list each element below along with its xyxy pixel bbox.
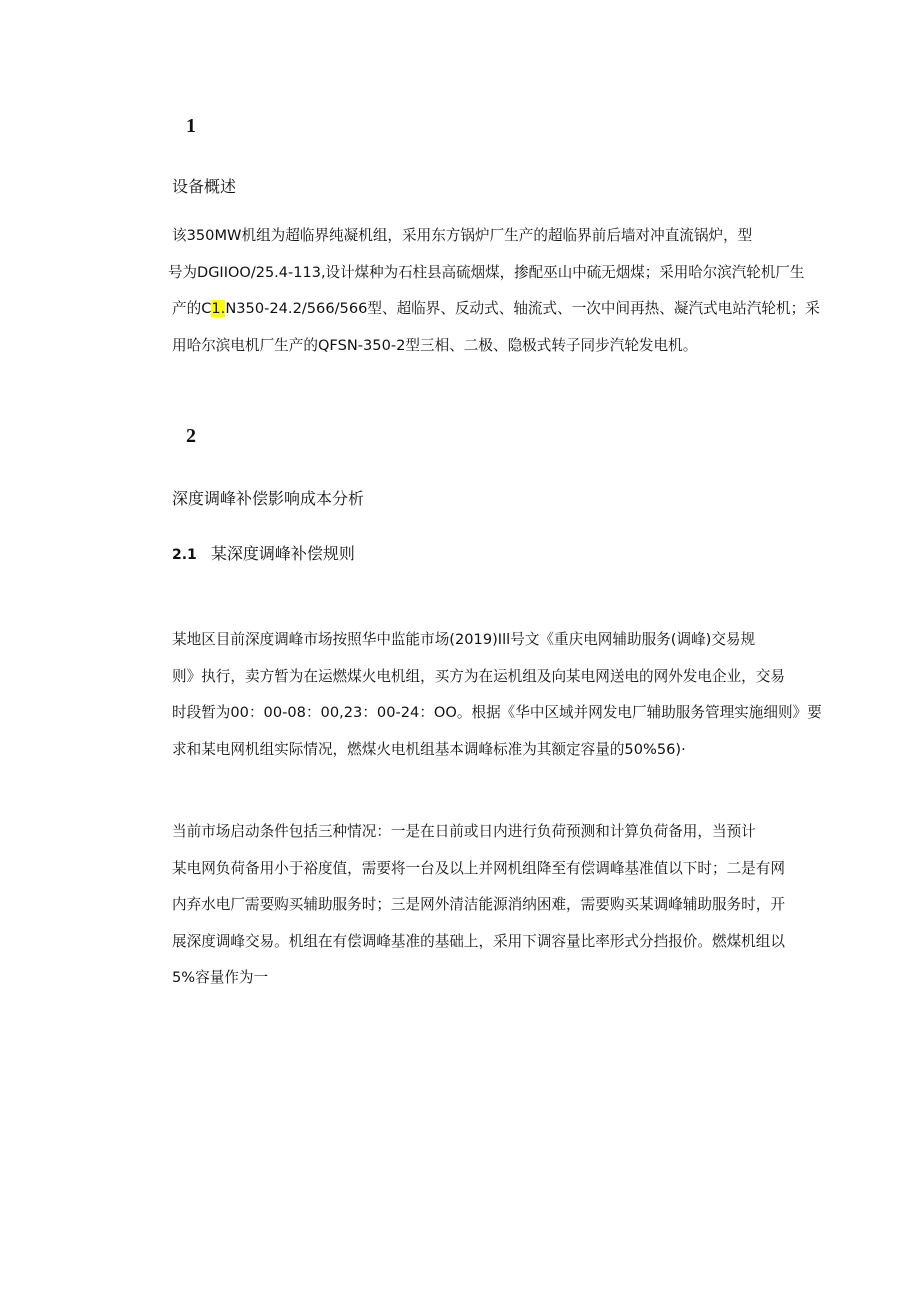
section-number: 1 (186, 115, 196, 137)
section-title: 设备概述 (172, 177, 237, 196)
paragraph-line: 展深度调峰交易。机组在有偿调峰基准的基础上，采用下调容量比率形式分挡报价。燃煤机组以 (172, 932, 785, 950)
section-number: 2 (186, 425, 196, 447)
paragraph-market-rules (172, 622, 852, 768)
highlighted-text: 1. (211, 300, 226, 317)
text-run: 产的C (172, 300, 212, 317)
paragraph-line: 内弃水电厂需要购买辅助服务时；三是网外清洁能源消纳困难，需要购买某调峰辅助服务时，开 (172, 896, 785, 913)
paragraph-line: 则》执行，卖方暂为在运燃煤火电机组，买方为在运机组及向某电网送电的网外发电企业，交易 (172, 667, 785, 685)
paragraph-line: 时段暂为00：00-08：00,23：00-24：OO。根据《华中区域并网发电厂辅助服务管理实施细则》要 (172, 704, 822, 721)
paragraph-line: 某地区目前深度调峰市场按照华中监能市场(2019)Ill号文《重庆电网辅助服务(调峰)交易规 (172, 631, 756, 648)
paragraph-line: 用哈尔滨电机厂生产的QFSN-350-2型三相、二极、隐极式转子同步汽轮发电机。 (172, 336, 698, 354)
paragraph-line: 5%容量作为一 (172, 969, 269, 986)
paragraph-line: 求和某电网机组实际情况，燃煤火电机组基本调峰标准为其额定容量的50%56)· (172, 740, 686, 758)
text-run: N350-24.2/566/566型、超临界、反动式、轴流式、一次中间再热、凝汽式电站汽轮机；采 (225, 300, 820, 317)
paragraph-market-conditions (172, 814, 852, 997)
paragraph-line: 某电网负荷备用小于裕度值，需要将一台及以上并网机组降至有偿调峰基准值以下时；二是有网 (172, 859, 785, 877)
paragraph-line: 该350MW机组为超临界纯凝机组，采用东方锅炉厂生产的超临界前后墙对冲直流锅炉，型 (172, 227, 753, 244)
paragraph-equipment-overview (168, 218, 852, 364)
section-title: 深度调峰补偿影响成本分析 (172, 489, 365, 508)
subsection-title: 某深度调峰补偿规则 (210, 544, 355, 563)
subsection-number: 2.1 (172, 547, 197, 563)
paragraph-line (172, 291, 852, 328)
paragraph-line: 号为DGIIOO∕25.4-113,设计煤种为石柱县高硫烟煤，掺配巫山中硫无烟煤；采用哈尔滨汽轮机厂生 (168, 263, 805, 281)
subsection-heading (172, 543, 355, 566)
paragraph-line: 当前市场启动条件包括三种情况：一是在日前或日内进行负荷预测和计算负荷备用，当预计 (172, 823, 756, 840)
